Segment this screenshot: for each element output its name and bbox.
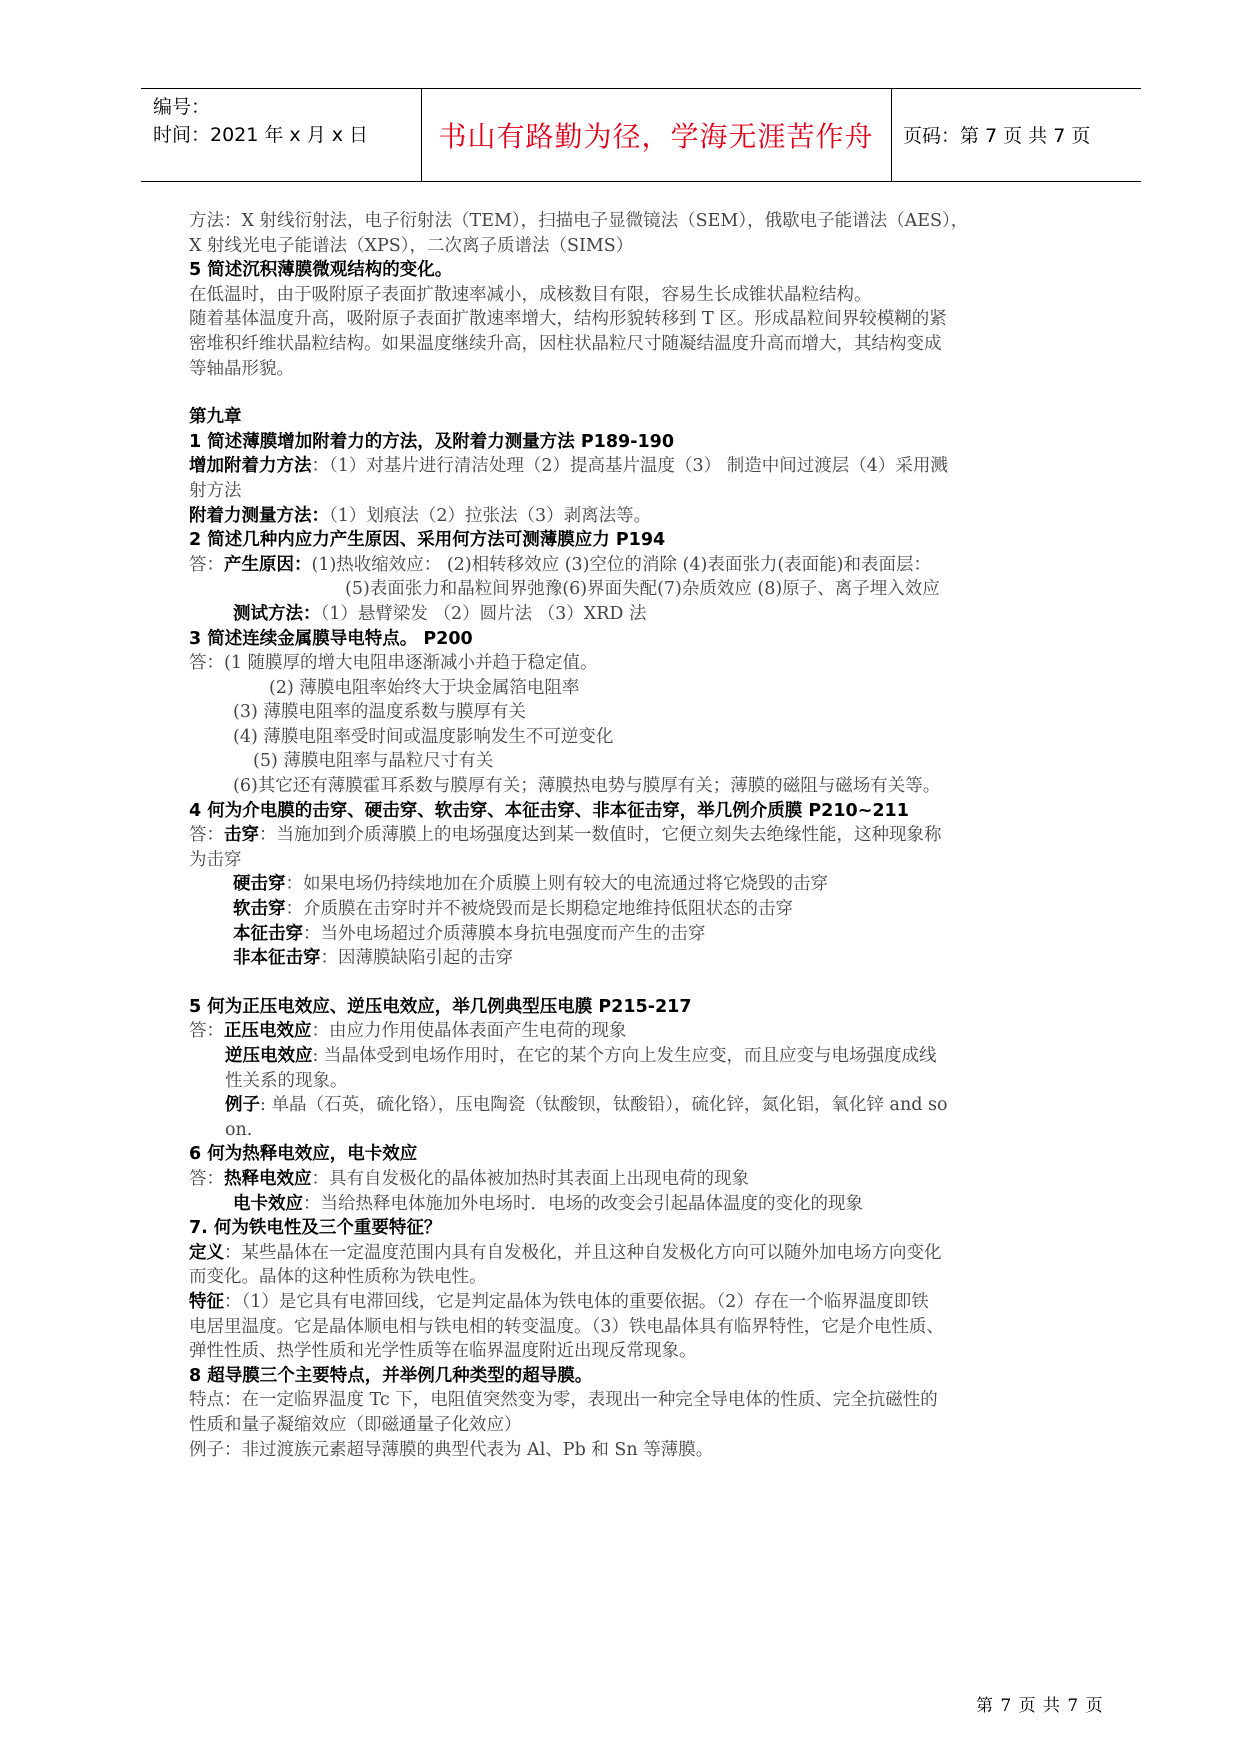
- header-table: [141, 88, 1141, 182]
- term-label: 电卡效应: [233, 1193, 303, 1214]
- text-line: 附着力测量方法：（1）划痕法（2）拉张法（3）剥离法等。: [189, 505, 652, 526]
- header-number: 编号：: [153, 96, 211, 118]
- question-heading: 5 简述沉积薄膜微观结构的变化。: [189, 260, 453, 281]
- term-label: 本征击穿: [233, 923, 303, 944]
- text-line: (2) 薄膜电阻率始终大于块金属箔电阻率: [269, 677, 580, 698]
- term-label: 硬击穿: [233, 874, 286, 895]
- header-page-number: 页码：第 7 页 共 7 页: [903, 125, 1091, 147]
- term-label: 附着力测量方法：: [189, 505, 329, 526]
- text-line: 软击穿：介质膜在击穿时并不被烧毁而是长期稳定地维持低阻状态的击穿: [233, 899, 793, 920]
- term-label: 热释电效应: [224, 1168, 312, 1189]
- text-line: 性关系的现象。: [225, 1070, 348, 1091]
- text-line: 例子: 单晶（石英，硫化铬），压电陶瓷（钛酸钡，钛酸铅），硫化锌，氮化铝，氧化锌 and so: [225, 1095, 948, 1116]
- term-label: 软击穿: [233, 899, 286, 920]
- text-line: 特征：（1）是它具有电滞回线，它是判定晶体为铁电体的重要依据。（2）存在一个临界温度即铁: [189, 1291, 929, 1312]
- term-label: 逆压电效应: [225, 1046, 313, 1066]
- term-label: 定义: [189, 1242, 224, 1263]
- header-time: 时间：2021 年 x 月 x 日: [153, 124, 369, 146]
- question-heading: 2 简述几种内应力产生原因、采用何方法可测薄膜应力 P194: [189, 530, 666, 551]
- term-label: 增加附着力方法: [189, 456, 312, 477]
- term-label: 产生原因：: [224, 554, 312, 575]
- question-heading: 7. 何为铁电性及三个重要特征？: [189, 1218, 442, 1239]
- header-meta: [153, 93, 403, 149]
- text-line: (6)其它还有薄膜霍耳系数与膜厚有关；薄膜热电势与膜厚有关；薄膜的磁阻与磁场有关等。: [233, 776, 941, 797]
- text-line: 在低温时，由于吸附原子表面扩散速率减小，成核数目有限，容易生长成锥状晶粒结构。: [189, 284, 872, 305]
- question-heading: 4 何为介电膜的击穿、硬击穿、软击穿、本征击穿、非本征击穿，举几例介质膜 P210~211: [189, 800, 909, 821]
- question-heading: 6 何为热释电效应，电卡效应: [189, 1144, 418, 1165]
- text-line: (5) 薄膜电阻率与晶粒尺寸有关: [253, 751, 494, 772]
- term-label: 非本征击穿: [233, 948, 321, 969]
- text-line: 特点：在一定临界温度 Tc 下，电阻值突然变为零，表现出一种完全导电体的性质、完全抗磁性的: [189, 1390, 938, 1411]
- text-line: (3) 薄膜电阻率的温度系数与膜厚有关: [233, 702, 526, 723]
- term-label: 例子: [225, 1095, 260, 1116]
- text-line: 答：击穿：当施加到介质薄膜上的电场强度达到某一数值时，它便立刻失去绝缘性能，这种现象称: [189, 825, 942, 846]
- text-line: (5)表面张力和晶粒间界弛豫(6)界面失配(7)杂质效应 (8)原子、离子埋入效应: [345, 579, 940, 600]
- text-line: 电居里温度。它是晶体顺电相与铁电相的转变温度。（3）铁电晶体具有临界特性，它是介电性质、: [189, 1316, 944, 1337]
- text-line: 等轴晶形貌。: [189, 358, 294, 379]
- text-line: on.: [225, 1119, 253, 1140]
- term-label: 测试方法：: [233, 603, 321, 624]
- text-line: 增加附着力方法：（1）对基片进行清洁处理（2）提高基片温度（3） 制造中间过渡层（4）采用溅: [189, 456, 948, 477]
- term-label: 特征: [189, 1291, 224, 1312]
- chapter-heading: 第九章: [189, 407, 242, 428]
- text-line: 非本征击穿：因薄膜缺陷引起的击穿: [233, 948, 513, 969]
- text-line: 定义：某些晶体在一定温度范围内具有自发极化，并且这种自发极化方向可以随外加电场方向变化: [189, 1242, 942, 1263]
- text-line: 答：产生原因：(1)热收缩效应： (2)相转移效应 (3)空位的消除 (4)表面张力(表面能)和表面层：: [189, 554, 931, 575]
- text-line: 随着基体温度升高，吸附原子表面扩散速率增大，结构形貌转移到 T 区。形成晶粒间界较模糊的紧: [189, 309, 947, 330]
- text-line: X 射线光电子能谱法（XPS），二次离子质谱法（SIMS）: [189, 235, 634, 256]
- text-line: 测试方法：（1）悬臂梁发 （2）圆片法 （3）XRD 法: [233, 603, 647, 624]
- question-heading: 3 简述连续金属膜导电特点。 P200: [189, 628, 473, 649]
- question-heading: 8 超导膜三个主要特点，并举例几种类型的超导膜。: [189, 1365, 593, 1386]
- header-divider: [891, 89, 892, 181]
- text-line: (4) 薄膜电阻率受时间或温度影响发生不可逆变化: [233, 726, 614, 747]
- text-line: 硬击穿：如果电场仍持续地加在介质膜上则有较大的电流通过将它烧毁的击穿: [233, 874, 828, 895]
- text-line: 答：热释电效应：具有自发极化的晶体被加热时其表面上出现电荷的现象: [189, 1168, 749, 1189]
- text-line: 本征击穿：当外电场超过介质薄膜本身抗电强度而产生的击穿: [233, 923, 706, 944]
- text-line: 方法：X 射线衍射法，电子衍射法（TEM），扫描电子显微镜法（SEM），俄歇电子能谱法（AES），: [189, 211, 969, 231]
- term-label: 击穿: [224, 825, 259, 846]
- text-line: 逆压电效应: 当晶体受到电场作用时，在它的某个方向上发生应变，而且应变与电场强度成线: [225, 1046, 937, 1066]
- text-line: 性质和量子凝缩效应（即磁通量子化效应）: [189, 1414, 522, 1435]
- question-heading: 5 何为正压电效应、逆压电效应，举几例典型压电膜 P215-217: [189, 996, 692, 1017]
- text-line: 答：正压电效应：由应力作用使晶体表面产生电荷的现象: [189, 1021, 627, 1042]
- text-line: 例子：非过渡族元素超导薄膜的典型代表为 Al、Pb 和 Sn 等薄膜。: [189, 1439, 714, 1460]
- text-line: 答：(1 随膜厚的增大电阻串逐渐减小并趋于稳定值。: [189, 653, 598, 674]
- question-heading: 1 简述薄膜增加附着力的方法，及附着力测量方法 P189-190: [189, 431, 675, 452]
- text-line: 密堆积纤维状晶粒结构。如果温度继续升高，因柱状晶粒尺寸随凝结温度升高而增大，其结构变成: [189, 333, 942, 354]
- text-line: 而变化。晶体的这种性质称为铁电性。: [189, 1267, 487, 1288]
- text-line: 弹性性质、热学性质和光学性质等在临界温度附近出现反常现象。: [189, 1341, 697, 1362]
- footer-page-number: 第 7 页 共 7 页: [976, 1696, 1104, 1716]
- document-body: [189, 209, 1139, 1462]
- text-line: 射方法: [189, 480, 242, 501]
- text-line: 为击穿: [189, 849, 242, 870]
- term-label: 正压电效应: [224, 1021, 312, 1042]
- text-line: 电卡效应：当给热释电体施加外电场时．电场的改变会引起晶体温度的变化的现象: [233, 1193, 863, 1214]
- header-motto: 书山有路勤为径，学海无涯苦作舟: [438, 119, 874, 153]
